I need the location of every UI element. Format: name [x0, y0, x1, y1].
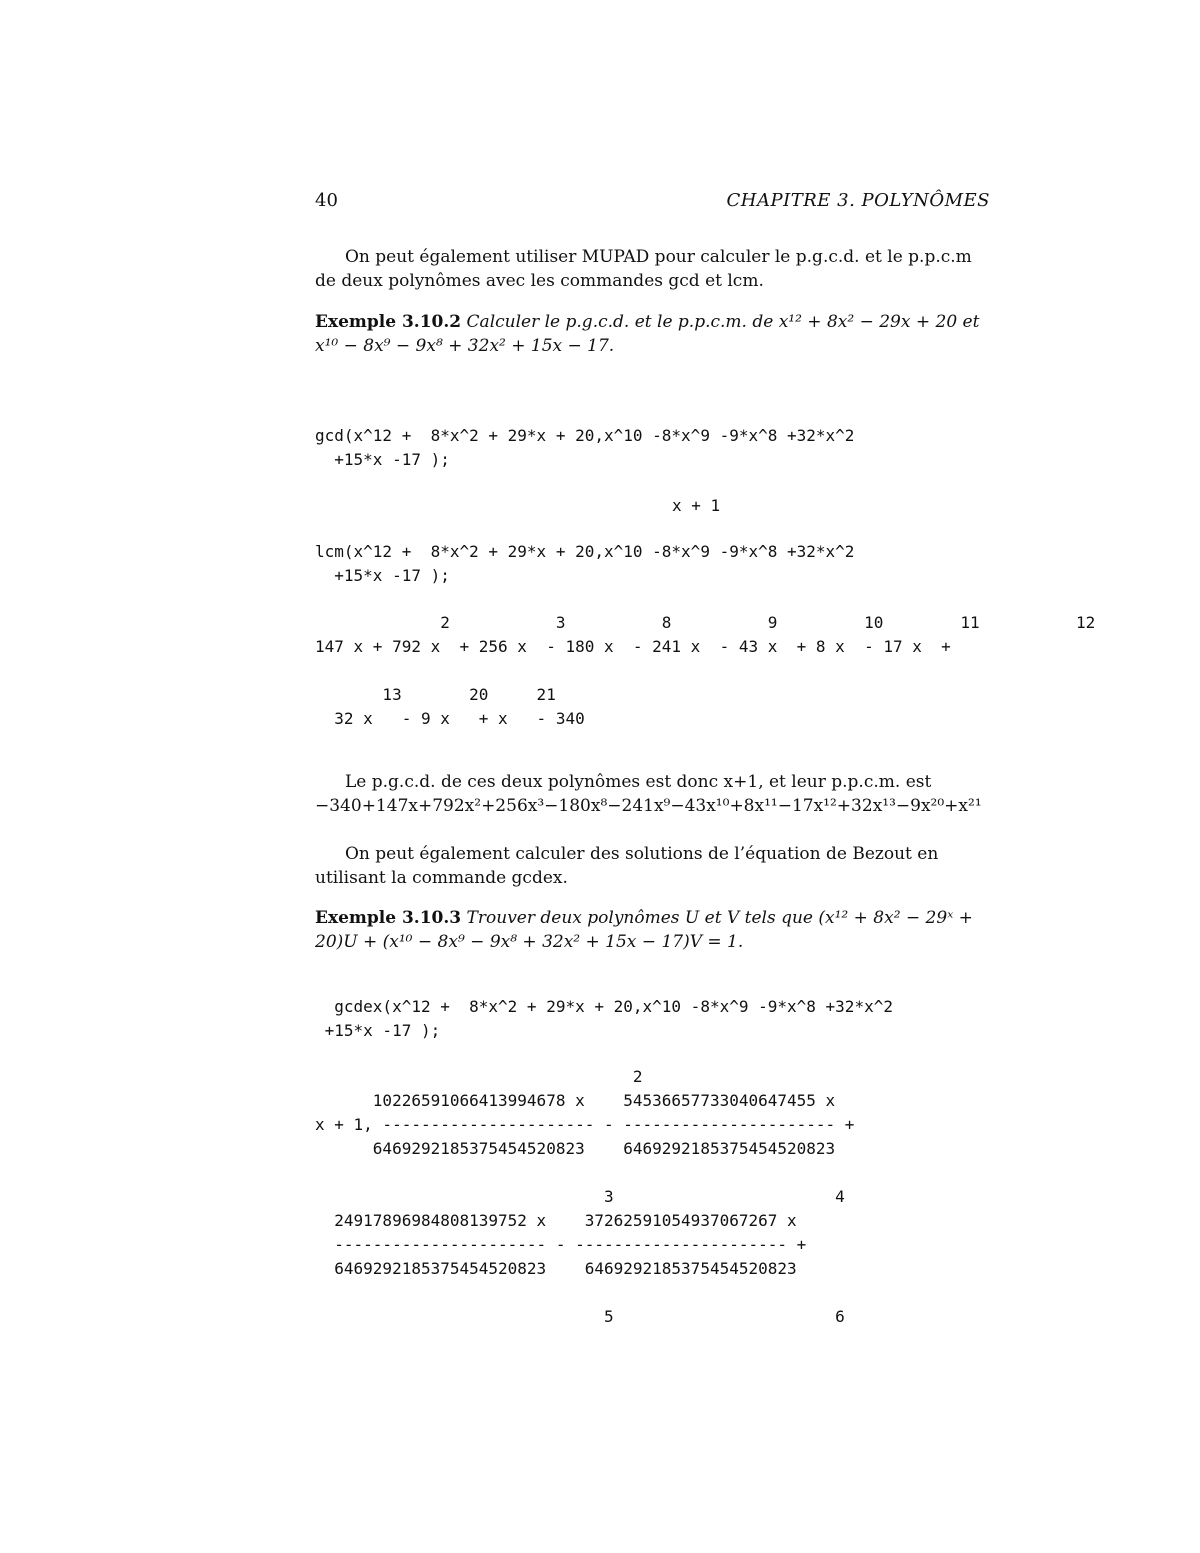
output-line: 6469292185375454520823 6469292185375454520823	[315, 1139, 836, 1158]
intro-paragraph: On peut également utiliser MUPAD pour calculer le p.g.c.d. et le p.p.c.m de deux polynômes avec les commandes gcd et lcm.	[315, 247, 972, 291]
example-math: (x¹² + 8x² − 29ˣ + 20)U + (x¹⁰ − 8x⁹ − 9x⁸ + 32x² + 15x − 17)V = 1.	[315, 908, 973, 952]
gcd-command	[315, 424, 854, 472]
gcd-result: x + 1	[672, 496, 721, 515]
output-line: 5 6	[315, 1307, 845, 1326]
gcdex-command	[315, 995, 893, 1043]
code-line: +15*x -17 );	[315, 450, 450, 469]
output-line: 10226591066413994678 x 54536657733040647455 x	[315, 1091, 836, 1110]
example-label: Exemple 3.10.3	[315, 908, 462, 928]
code-line: gcdex(x^12 + 8*x^2 + 29*x + 20,x^10 -8*x^9 -9*x^8 +32*x^2	[315, 997, 893, 1016]
code-line: gcd(x^12 + 8*x^2 + 29*x + 20,x^10 -8*x^9 -9*x^8 +32*x^2	[315, 426, 855, 445]
output-line: 24917896984808139752 x 37262591054937067267 x	[315, 1211, 797, 1230]
code-line: +15*x -17 );	[315, 566, 450, 585]
output-line: 13 20 21	[315, 685, 556, 704]
gcdex-output	[315, 1065, 854, 1329]
output-line	[315, 1161, 854, 1185]
output-line: 2	[315, 1067, 643, 1086]
output-line: 6469292185375454520823 6469292185375454520823	[315, 1259, 797, 1278]
example-label: Exemple 3.10.2	[315, 312, 462, 332]
page-number: 40	[315, 190, 338, 211]
output-line: ---------------------- - ---------------------- +	[315, 1235, 807, 1254]
output-line	[315, 659, 1095, 683]
example-text: Trouver deux polynômes U et V tels que	[466, 908, 813, 928]
output-line: 3 4	[315, 1187, 845, 1206]
running-header: CHAPITRE 3. POLYNÔMES	[726, 190, 990, 211]
conclusion-paragraph: Le p.g.c.d. de ces deux polynômes est donc x+1, et leur p.p.c.m. est −340+147x+792x²+256x³−180x⁸−241x⁹−43x¹⁰+8x¹¹−17x¹²+32x¹³−9x²⁰+x²¹	[315, 772, 982, 816]
example-text: Calculer le p.g.c.d. et le p.p.c.m. de	[466, 312, 774, 332]
lcm-command	[315, 540, 854, 588]
output-line: 32 x - 9 x + x - 340	[315, 709, 585, 728]
bezout-paragraph: On peut également calculer des solutions de l’équation de Bezout en utilisant la commande gcdex.	[315, 844, 939, 888]
lcm-output	[315, 611, 1095, 731]
example-math: x¹² + 8x² − 29x + 20 et x¹⁰ − 8x⁹ − 9x⁸ + 32x² + 15x − 17.	[315, 312, 980, 356]
output-line: 147 x + 792 x + 256 x - 180 x - 241 x - 43 x + 8 x - 17 x +	[315, 637, 951, 656]
example-3-10-2	[315, 310, 991, 358]
code-line: +15*x -17 );	[315, 1021, 441, 1040]
output-line: 2 3 8 9 10 11 12	[315, 613, 1096, 632]
example-3-10-3	[315, 906, 991, 954]
output-line	[315, 1281, 854, 1305]
code-line: lcm(x^12 + 8*x^2 + 29*x + 20,x^10 -8*x^9 -9*x^8 +32*x^2	[315, 542, 855, 561]
output-line: x + 1, ---------------------- - ---------------------- +	[315, 1115, 855, 1134]
